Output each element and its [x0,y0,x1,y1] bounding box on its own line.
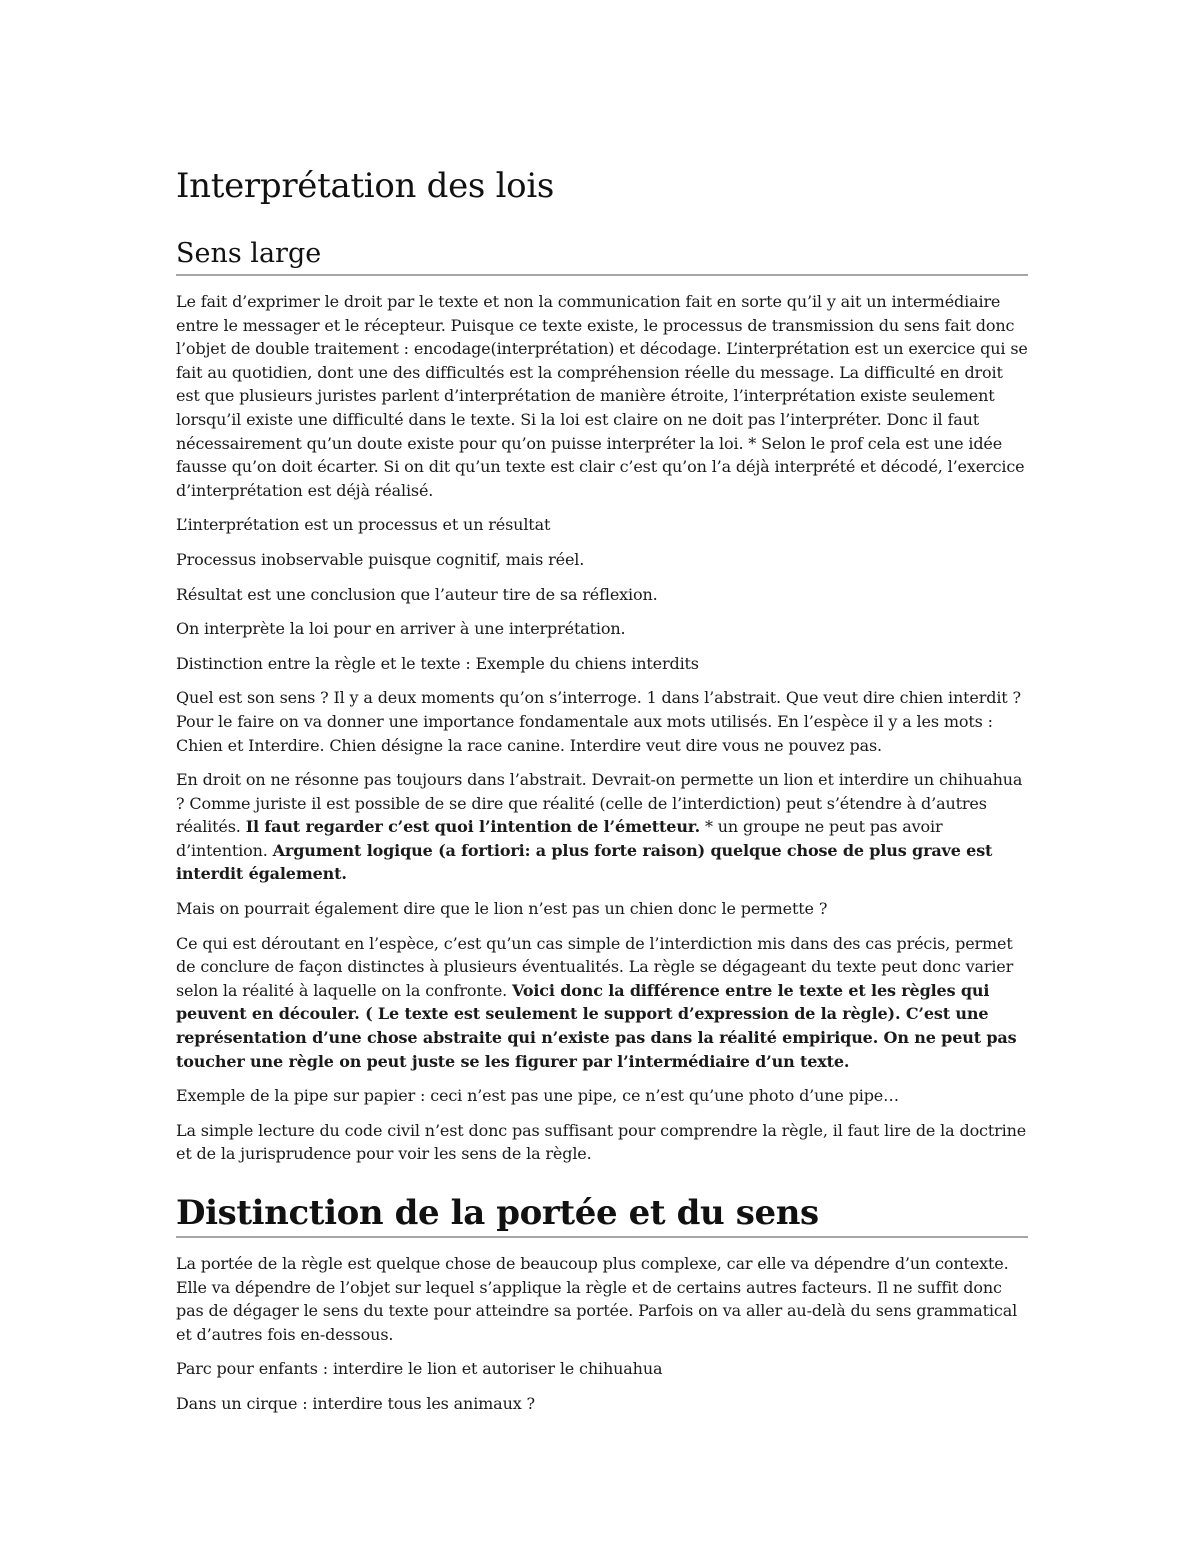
paragraph [176,1392,1028,1416]
paragraph [176,1357,1028,1381]
text-run: Le fait d’exprimer le droit par le texte et non la communication fait en sorte qu’il y ait un intermédiaire entre le messager et le récepteur. Puisque ce texte existe, le processus de transmission du sens fait donc l’objet de double traitement : encodage(interprétation) et décodage. L’interprétation est un exercice qui se fait au quotidien, dont une des difficultés est la compréhension réelle du message. La difficulté en droit est que plusieurs juristes parlent d’interprétation de manière étroite, l’interprétation existe seulement lorsqu’il existe une difficulté dans le texte. Si la loi est claire on ne doit pas l’interpréter. Donc il faut nécessairement qu’un doute existe pour qu’on puisse interpréter la loi. * Selon le prof cela est une idée fausse qu’on doit écarter. Si on dit qu’un texte est clair c’est qu’on l’a déjà interprété et décodé, l’exercice d’interprétation est déjà réalisé. [176,292,1028,500]
paragraph [176,513,1028,537]
paragraph [176,768,1028,886]
paragraph [176,290,1028,502]
paragraph [176,1252,1028,1346]
bold-text-run: Il faut regarder c’est quoi l’intention de l’émetteur. [245,817,701,837]
document-title: Interprétation des lois [176,166,555,206]
paragraph [176,897,1028,921]
text-run: Mais on pourrait également dire que le lion n’est pas un chien donc le permette ? [176,899,828,919]
paragraph [176,652,1028,676]
text-run: Exemple de la pipe sur papier : ceci n’est pas une pipe, ce n’est qu’une photo d’une pipe… [176,1086,899,1106]
text-run: Parc pour enfants : interdire le lion et autoriser le chihuahua [176,1359,663,1379]
text-run: Résultat est une conclusion que l’auteur tire de sa réflexion. [176,584,658,604]
text-run: Processus inobservable puisque cognitif, mais réel. [176,549,585,569]
document-page [176,160,1028,1427]
text-run: Ce qui est déroutant en l’espèce, c’est qu’un cas simple de l’interdiction mis dans des cas précis, permet de conclure de façon distinctes à plusieurs éventualités. La règle se dégageant du texte peut donc varier selon la réalité à laquelle on la confronte. [176,933,1014,1000]
text-run: Dans un cirque : interdire tous les animaux ? [176,1393,535,1413]
text-run: Quel est son sens ? Il y a deux moments qu’on s’interroge. 1 dans l’abstrait. Que veut dire chien interdit ? Pour le faire on va donner une importance fondamentale aux mots utilisés. En l’espèce il y a les mots : Chien et Interdire. Chien désigne la race canine. Interdire veut dire vous ne pouvez pas. [176,688,1021,755]
paragraph [176,548,1028,572]
paragraph [176,583,1028,607]
bold-text-run: Argument logique (a fortiori: a plus forte raison) quelque chose de plus grave est interdit également. [176,840,993,884]
paragraph [176,932,1028,1074]
text-run: La portée de la règle est quelque chose de beaucoup plus complexe, car elle va dépendre d’un contexte. Elle va dépendre de l’objet sur lequel s’applique la règle et de certains autres facteurs. Il ne suffit donc pas de dégager le sens du texte pour atteindre sa portée. Parfois on va aller au-delà du sens grammatical et d’autres fois en-dessous. [176,1254,1018,1344]
section-heading-sens-large: Sens large [176,234,1028,276]
text-run: La simple lecture du code civil n’est donc pas suffisant pour comprendre la règle, il faut lire de la doctrine et de la jurisprudence pour voir les sens de la règle. [176,1120,1027,1164]
text-run: Distinction entre la règle et le texte : Exemple du chiens interdits [176,653,699,673]
text-run: L’interprétation est un processus et un résultat [176,515,551,535]
paragraph [176,1119,1028,1166]
text-run: En droit on ne résonne pas toujours dans l’abstrait. Devrait-on permette un lion et interdire un chihuahua ? Comme juriste il est possible de se dire que réalité (celle de l’interdiction) peut s’étendre à d’autres réalités. [176,770,1023,837]
paragraph [176,1084,1028,1108]
text-run: * un groupe ne peut pas avoir d’intention. [176,817,943,860]
bold-text-run: Voici donc la différence entre le texte et les règles qui peuvent en découler. ( Le texte est seulement le support d’expression de la règle). C’est une représentation d’une chose abstraite qui n’existe pas dans la réalité empirique. On ne peut pas toucher une règle on peut juste se les figurer par l’intermédiaire d’un texte. [176,980,1017,1071]
paragraph [176,617,1028,641]
section-heading-portee-sens: Distinction de la portée et du sens [176,1190,1028,1238]
text-run: On interprète la loi pour en arriver à une interprétation. [176,619,626,639]
paragraph [176,686,1028,757]
